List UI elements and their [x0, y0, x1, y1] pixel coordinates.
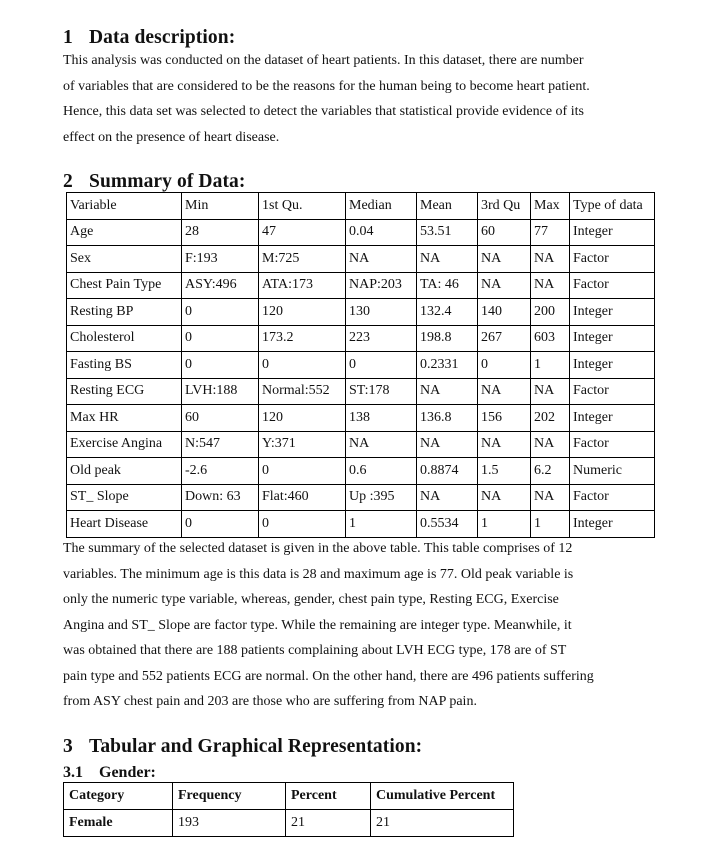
section-2-number: 2	[63, 171, 73, 192]
table-cell: 0	[182, 352, 259, 379]
paragraph-line: Angina and ST_ Slope are factor type. While the remaining are integer type. Meanwhile, it	[63, 617, 572, 633]
table-cell: 1.5	[478, 458, 531, 485]
paragraph-line: from ASY chest pain and 203 are those who are suffering from NAP pain.	[63, 694, 477, 709]
table-cell: Cholesterol	[67, 325, 182, 352]
table-cell: 1	[531, 511, 570, 538]
paragraph-line: only the numeric type variable, whereas, gender, chest pain type, Resting ECG, Exercise	[63, 592, 559, 607]
table-cell: 193	[173, 810, 286, 837]
paragraph-line: effect on the presence of heart disease.	[63, 129, 280, 145]
table-cell: 0	[478, 352, 531, 379]
table-cell: 1	[478, 511, 531, 538]
paragraph-line: The summary of the selected dataset is given in the above table. This table comprises of 12	[63, 541, 573, 556]
table-cell: Y:371	[259, 431, 346, 458]
table-cell: NA	[417, 378, 478, 405]
section-3-title: Tabular and Graphical Representation:	[89, 736, 423, 757]
table-cell: ST:178	[346, 378, 417, 405]
section-1-paragraph	[63, 48, 623, 150]
table-row	[67, 511, 655, 538]
header-cell: Percent	[286, 783, 371, 810]
table-cell: Integer	[570, 352, 655, 379]
header-cell: Max	[531, 193, 570, 220]
table-cell: Integer	[570, 219, 655, 246]
table-cell: NA	[478, 431, 531, 458]
table-cell: Flat:460	[259, 484, 346, 511]
table-cell: Age	[67, 219, 182, 246]
table-row	[67, 299, 655, 326]
table-cell: F:193	[182, 246, 259, 273]
table-cell: 0	[259, 458, 346, 485]
table-row	[67, 352, 655, 379]
header-cell: Cumulative Percent	[371, 783, 514, 810]
table-cell: 156	[478, 405, 531, 432]
table-cell: Normal:552	[259, 378, 346, 405]
table-cell: Sex	[67, 246, 182, 273]
table-row	[67, 431, 655, 458]
table-cell: 0	[259, 511, 346, 538]
table-cell: 0	[182, 511, 259, 538]
table-cell: NA	[478, 484, 531, 511]
table-cell: NA	[531, 272, 570, 299]
table-cell: 200	[531, 299, 570, 326]
header-cell: Type of data	[570, 193, 655, 220]
table-cell: 0	[182, 299, 259, 326]
table-cell: NA	[531, 378, 570, 405]
table-cell: NA	[478, 272, 531, 299]
table-cell: Heart Disease	[67, 511, 182, 538]
gender-frequency-table	[63, 782, 514, 837]
table-cell: 173.2	[259, 325, 346, 352]
table-cell: Fasting BS	[67, 352, 182, 379]
table-cell: Factor	[570, 378, 655, 405]
table-cell: ATA:173	[259, 272, 346, 299]
summary-table	[66, 192, 655, 538]
table-cell: 267	[478, 325, 531, 352]
table-cell: Exercise Angina	[67, 431, 182, 458]
table-cell: 120	[259, 299, 346, 326]
table-cell: 28	[182, 219, 259, 246]
table-cell: 202	[531, 405, 570, 432]
table-cell: 120	[259, 405, 346, 432]
summary-header-row	[67, 193, 655, 220]
table-row	[67, 219, 655, 246]
table-row	[67, 325, 655, 352]
table-cell: 140	[478, 299, 531, 326]
table-cell: NA	[531, 246, 570, 273]
paragraph-line: was obtained that there are 188 patients complaining about LVH ECG type, 178 are of ST	[63, 643, 567, 658]
table-cell: Female	[64, 810, 173, 837]
paragraph-line: variables. The minimum age is this data is 28 and maximum age is 77. Old peak variable is	[63, 566, 574, 582]
table-cell: Factor	[570, 272, 655, 299]
table-row	[67, 246, 655, 273]
table-cell: Integer	[570, 405, 655, 432]
table-cell: Integer	[570, 511, 655, 538]
freq-header-row	[64, 783, 514, 810]
table-cell: 0.5534	[417, 511, 478, 538]
table-row	[67, 272, 655, 299]
table-cell: 0.04	[346, 219, 417, 246]
section-2-heading	[63, 171, 246, 193]
table-cell: 0	[346, 352, 417, 379]
table-cell: ASY:496	[182, 272, 259, 299]
table-cell: 77	[531, 219, 570, 246]
table-cell: N:547	[182, 431, 259, 458]
paragraph-line: This analysis was conducted on the dataset of heart patients. In this dataset, there are number	[63, 53, 584, 68]
table-cell: NAP:203	[346, 272, 417, 299]
table-row	[67, 484, 655, 511]
table-row	[64, 810, 514, 837]
section-3-1-title: Gender:	[99, 764, 156, 781]
table-cell: NA	[346, 431, 417, 458]
table-cell: LVH:188	[182, 378, 259, 405]
header-cell: Mean	[417, 193, 478, 220]
section-1-heading	[63, 27, 235, 49]
table-cell: Factor	[570, 484, 655, 511]
section-3-1-number: 3.1	[63, 764, 83, 781]
table-cell: Resting BP	[67, 299, 182, 326]
table-cell: Old peak	[67, 458, 182, 485]
header-cell: 3rd Qu	[478, 193, 531, 220]
table-cell: 6.2	[531, 458, 570, 485]
table-cell: 60	[182, 405, 259, 432]
section-3-1-heading	[63, 764, 156, 782]
table-cell: 47	[259, 219, 346, 246]
table-cell: Factor	[570, 246, 655, 273]
section-1-number: 1	[63, 27, 73, 48]
section-3-number: 3	[63, 736, 73, 757]
table-cell: NA	[417, 431, 478, 458]
table-cell: 1	[346, 511, 417, 538]
table-cell: Down: 63	[182, 484, 259, 511]
table-cell: NA	[346, 246, 417, 273]
section-1-title: Data description:	[89, 27, 236, 48]
paragraph-line: Hence, this data set was selected to detect the variables that statistical provide evidence of its	[63, 104, 584, 119]
section-3-heading	[63, 736, 422, 758]
header-cell: Frequency	[173, 783, 286, 810]
table-cell: -2.6	[182, 458, 259, 485]
table-row	[67, 378, 655, 405]
table-cell: Max HR	[67, 405, 182, 432]
table-row	[67, 405, 655, 432]
table-row	[67, 458, 655, 485]
table-cell: NA	[478, 378, 531, 405]
table-cell: 223	[346, 325, 417, 352]
table-cell: TA: 46	[417, 272, 478, 299]
table-cell: 21	[371, 810, 514, 837]
table-cell: NA	[478, 246, 531, 273]
table-cell: Integer	[570, 325, 655, 352]
table-cell: NA	[531, 484, 570, 511]
table-cell: NA	[417, 484, 478, 511]
header-cell: Min	[182, 193, 259, 220]
table-cell: 198.8	[417, 325, 478, 352]
table-cell: 0	[259, 352, 346, 379]
table-cell: Numeric	[570, 458, 655, 485]
table-cell: 138	[346, 405, 417, 432]
table-cell: Integer	[570, 299, 655, 326]
table-cell: 0.2331	[417, 352, 478, 379]
table-cell: 53.51	[417, 219, 478, 246]
table-cell: Resting ECG	[67, 378, 182, 405]
header-cell: Category	[64, 783, 173, 810]
table-cell: 60	[478, 219, 531, 246]
table-cell: 1	[531, 352, 570, 379]
table-cell: 603	[531, 325, 570, 352]
section-2-paragraph	[63, 536, 623, 715]
table-cell: 0.8874	[417, 458, 478, 485]
table-cell: 0.6	[346, 458, 417, 485]
table-cell: 21	[286, 810, 371, 837]
table-cell: NA	[417, 246, 478, 273]
section-2-title: Summary of Data:	[89, 171, 246, 192]
table-cell: 130	[346, 299, 417, 326]
table-cell: NA	[531, 431, 570, 458]
table-cell: 132.4	[417, 299, 478, 326]
table-cell: M:725	[259, 246, 346, 273]
header-cell: Median	[346, 193, 417, 220]
table-cell: 136.8	[417, 405, 478, 432]
table-cell: ST_ Slope	[67, 484, 182, 511]
table-cell: 0	[182, 325, 259, 352]
table-cell: Factor	[570, 431, 655, 458]
paragraph-line: pain type and 552 patients ECG are normal. On the other hand, there are 496 patients suffering	[63, 668, 594, 684]
header-cell: Variable	[67, 193, 182, 220]
paragraph-line: of variables that are considered to be the reasons for the human being to become heart patient.	[63, 78, 590, 94]
table-cell: Up :395	[346, 484, 417, 511]
table-cell: Chest Pain Type	[67, 272, 182, 299]
header-cell: 1st Qu.	[259, 193, 346, 220]
